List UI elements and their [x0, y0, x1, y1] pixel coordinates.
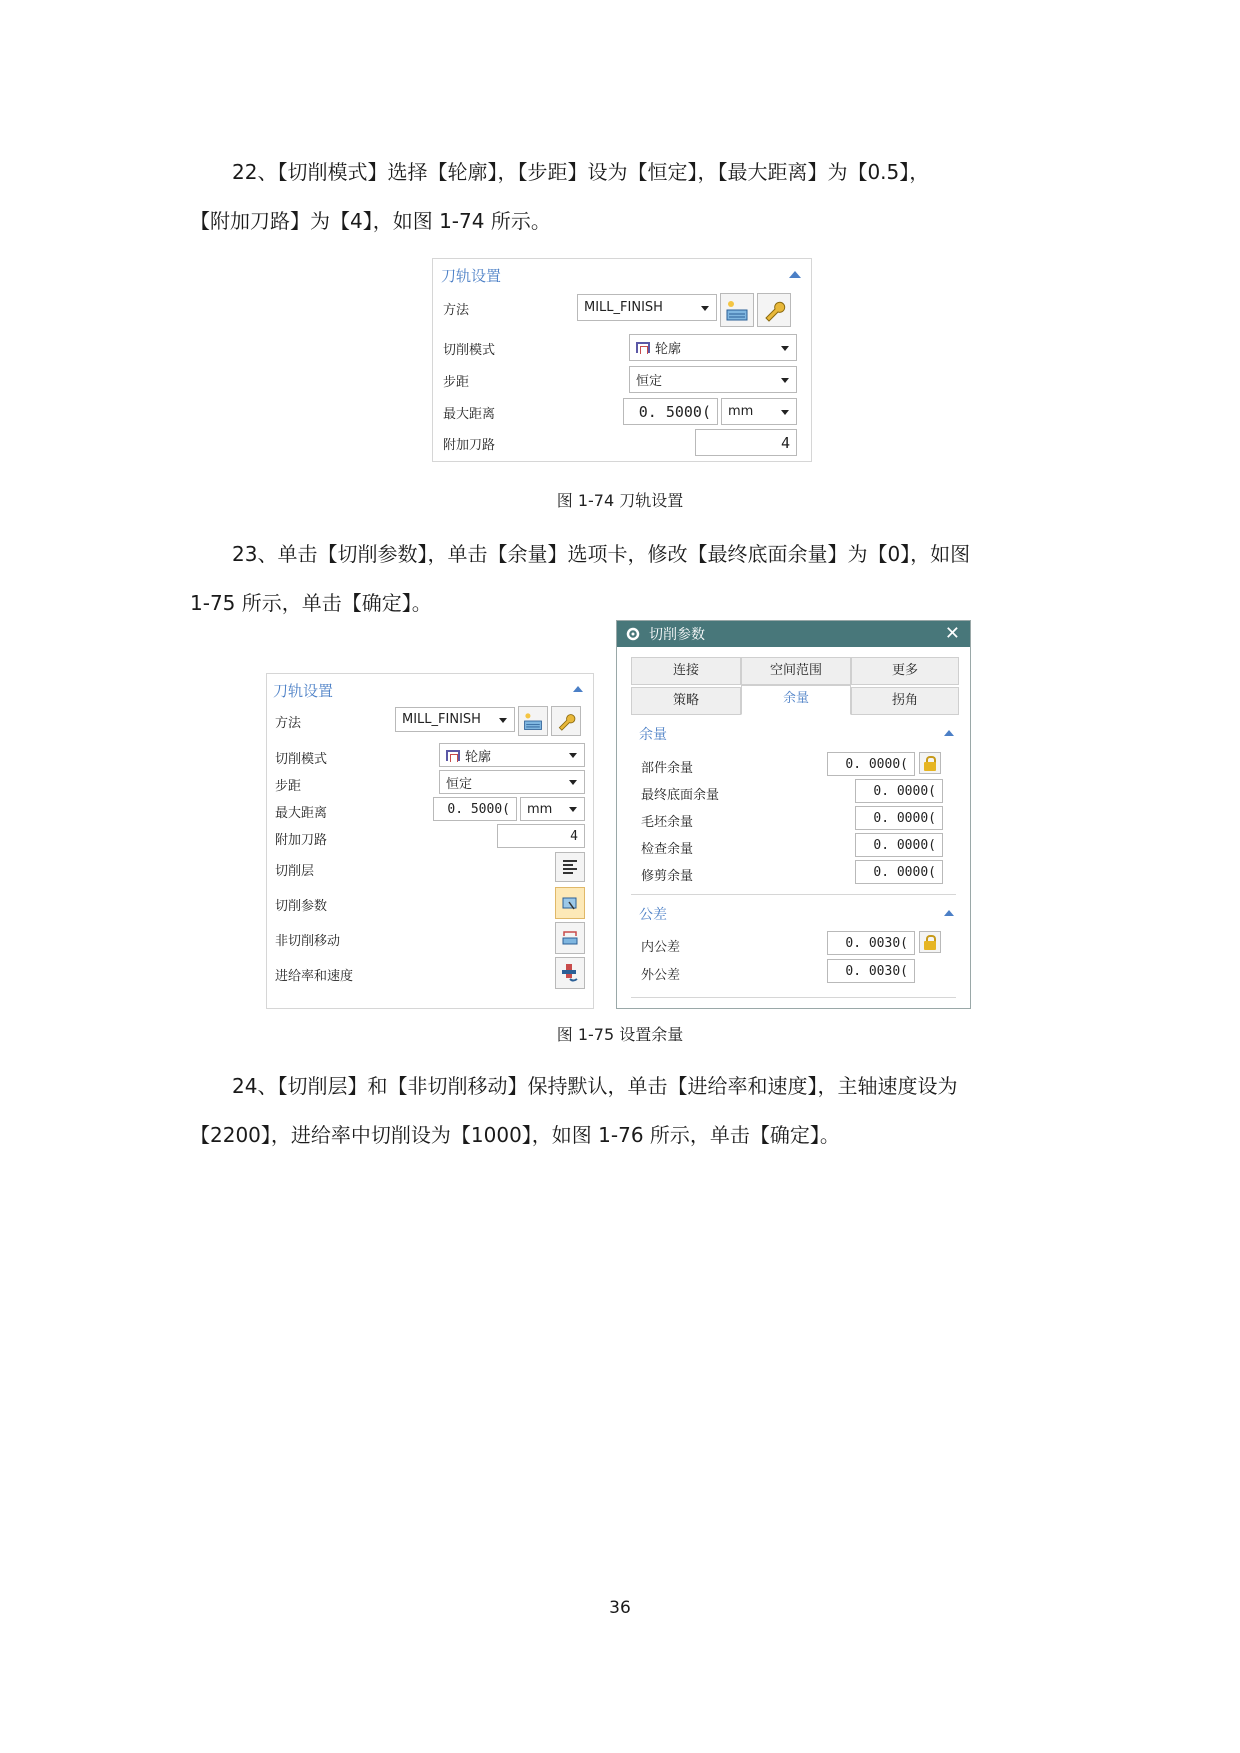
- max-distance-label: 最大距离: [443, 407, 496, 422]
- create-method-button[interactable]: [518, 706, 548, 736]
- floor-stock-input[interactable]: [855, 779, 943, 803]
- tab-containment[interactable]: 空间范围: [741, 657, 851, 685]
- dialog-title: 切削参数: [649, 627, 705, 643]
- max-distance-value: 0. 5000(: [638, 402, 711, 421]
- chevron-down-icon: [781, 346, 789, 351]
- stepover-value: 恒定: [636, 374, 663, 389]
- section-divider: [631, 997, 956, 998]
- chevron-down-icon: [569, 807, 577, 812]
- section-divider: [631, 894, 956, 895]
- floor-stock-value: 0. 0000(: [873, 783, 936, 799]
- intol-value: 0. 0030(: [845, 935, 908, 951]
- edit-method-button[interactable]: [757, 293, 791, 327]
- fig75-toolpath-settings-panel: [266, 673, 594, 1009]
- non-cutting-label: 非切削移动: [275, 934, 341, 949]
- collapse-icon[interactable]: [573, 686, 583, 692]
- outtol-input[interactable]: [827, 959, 915, 983]
- stepover-label: 步距: [443, 375, 470, 390]
- check-stock-value: 0. 0000(: [873, 837, 936, 853]
- method-value: MILL_FINISH: [402, 712, 481, 727]
- tab-stock[interactable]: 余量: [741, 685, 851, 715]
- extra-passes-label: 附加刀路: [443, 438, 496, 453]
- stepover-select[interactable]: [629, 366, 797, 393]
- stepover-value: 恒定: [446, 776, 473, 792]
- cut-pattern-label: 切削模式: [275, 752, 328, 767]
- gear-icon: [625, 626, 641, 642]
- paragraph-23-line1: 23、单击【切削参数】，单击【余量】选项卡，修改【最终底面余量】为【0】，如图: [232, 542, 971, 566]
- extra-passes-input[interactable]: [695, 429, 797, 456]
- chevron-down-icon: [499, 718, 507, 723]
- unit-value: mm: [527, 801, 553, 817]
- chevron-down-icon: [569, 780, 577, 785]
- method-label: 方法: [275, 716, 302, 731]
- max-distance-value: 0. 5000(: [447, 801, 510, 817]
- paragraph-22-line2: 【附加刀路】为【4】，如图 1-74 所示。: [190, 209, 551, 233]
- feeds-speeds-icon: [560, 962, 580, 984]
- outtol-value: 0. 0030(: [845, 963, 908, 979]
- feeds-speeds-button[interactable]: [555, 957, 585, 989]
- max-distance-input[interactable]: [623, 398, 718, 425]
- machine-table-icon: [522, 710, 544, 732]
- part-stock-label: 部件余量: [641, 761, 694, 776]
- tab-corners[interactable]: 拐角: [851, 687, 959, 715]
- edit-method-button[interactable]: [551, 706, 581, 736]
- create-method-button[interactable]: [720, 293, 754, 327]
- profile-pattern-icon: [446, 750, 460, 761]
- method-select[interactable]: [395, 707, 515, 732]
- cut-parameters-dialog: [616, 620, 971, 1009]
- cut-levels-icon: [560, 857, 580, 877]
- blank-stock-value: 0. 0000(: [873, 810, 936, 826]
- paragraph-23-line2: 1-75 所示，单击【确定】。: [190, 591, 432, 615]
- part-stock-input[interactable]: [827, 752, 915, 776]
- collapse-icon[interactable]: [789, 271, 801, 278]
- cut-levels-button[interactable]: [555, 852, 585, 882]
- close-icon[interactable]: ✕: [944, 623, 960, 644]
- outtol-label: 外公差: [641, 968, 681, 983]
- method-value: MILL_FINISH: [584, 300, 663, 315]
- trim-stock-label: 修剪余量: [641, 869, 694, 884]
- page-number: 36: [609, 1598, 631, 1618]
- floor-stock-label: 最终底面余量: [641, 788, 720, 803]
- lock-icon[interactable]: [919, 752, 941, 774]
- cut-params-icon: [560, 893, 580, 913]
- extra-passes-value: 4: [570, 828, 578, 844]
- cut-pattern-select[interactable]: [439, 743, 585, 767]
- cut-levels-label: 切削层: [275, 864, 315, 879]
- extra-passes-value: 4: [780, 433, 790, 452]
- machine-table-icon: [724, 297, 750, 323]
- part-stock-value: 0. 0000(: [845, 756, 908, 772]
- cut-pattern-select[interactable]: [629, 334, 797, 361]
- paragraph-22-line1: 22、【切削模式】选择【轮廓】，【步距】设为【恒定】，【最大距离】为【0.5】，: [232, 160, 930, 184]
- chevron-down-icon: [569, 753, 577, 758]
- extra-passes-input[interactable]: [497, 824, 585, 848]
- trim-stock-input[interactable]: [855, 860, 943, 884]
- intol-input[interactable]: [827, 931, 915, 955]
- unit-select[interactable]: [721, 398, 797, 425]
- cut-pattern-label: 切削模式: [443, 343, 496, 358]
- chevron-down-icon: [701, 306, 709, 311]
- feeds-speeds-label: 进给率和速度: [275, 969, 354, 984]
- panel-title: 刀轨设置: [273, 682, 334, 700]
- extra-passes-label: 附加刀路: [275, 833, 328, 848]
- wrench-icon: [762, 298, 786, 322]
- tab-connect[interactable]: 连接: [631, 657, 741, 685]
- panel-title: 刀轨设置: [441, 267, 502, 285]
- lock-icon[interactable]: [919, 931, 941, 953]
- tab-more[interactable]: 更多: [851, 657, 959, 685]
- cut-params-label: 切削参数: [275, 899, 328, 914]
- chevron-down-icon: [781, 378, 789, 383]
- trim-stock-value: 0. 0000(: [873, 864, 936, 880]
- stock-section-title: 余量: [639, 727, 667, 743]
- dialog-titlebar: [617, 621, 970, 647]
- non-cutting-moves-icon: [560, 928, 580, 948]
- stepover-label: 步距: [275, 779, 302, 794]
- intol-label: 内公差: [641, 940, 681, 955]
- collapse-icon[interactable]: [944, 910, 954, 916]
- fig74-toolpath-settings-panel: [432, 258, 812, 462]
- figure-caption-1-74: 图 1-74 刀轨设置: [556, 491, 684, 510]
- stepover-select[interactable]: [439, 770, 585, 794]
- collapse-icon[interactable]: [944, 730, 954, 736]
- check-stock-input[interactable]: [855, 833, 943, 857]
- paragraph-24-line2: 【2200】，进给率中切削设为【1000】，如图 1-76 所示，单击【确定】。: [190, 1123, 840, 1147]
- tab-strategy[interactable]: 策略: [631, 687, 741, 715]
- tolerance-section-title: 公差: [639, 907, 667, 923]
- paragraph-24-line1: 24、【切削层】和【非切削移动】保持默认，单击【进给率和速度】，主轴速度设为: [232, 1074, 958, 1098]
- blank-stock-label: 毛坯余量: [641, 815, 694, 830]
- profile-pattern-icon: [636, 342, 650, 353]
- check-stock-label: 检查余量: [641, 842, 694, 857]
- figure-caption-1-75: 图 1-75 设置余量: [556, 1025, 684, 1044]
- wrench-icon: [556, 711, 576, 731]
- non-cutting-button[interactable]: [555, 922, 585, 954]
- max-distance-label: 最大距离: [275, 806, 328, 821]
- cut-params-button[interactable]: [555, 887, 585, 919]
- method-select[interactable]: [577, 294, 717, 321]
- cut-pattern-value: 轮廓: [655, 342, 682, 357]
- max-distance-input[interactable]: [433, 797, 517, 821]
- unit-select[interactable]: [520, 797, 585, 821]
- cut-pattern-value: 轮廓: [465, 749, 492, 765]
- blank-stock-input[interactable]: [855, 806, 943, 830]
- chevron-down-icon: [781, 410, 789, 415]
- method-label: 方法: [443, 303, 470, 318]
- unit-value: mm: [728, 404, 754, 419]
